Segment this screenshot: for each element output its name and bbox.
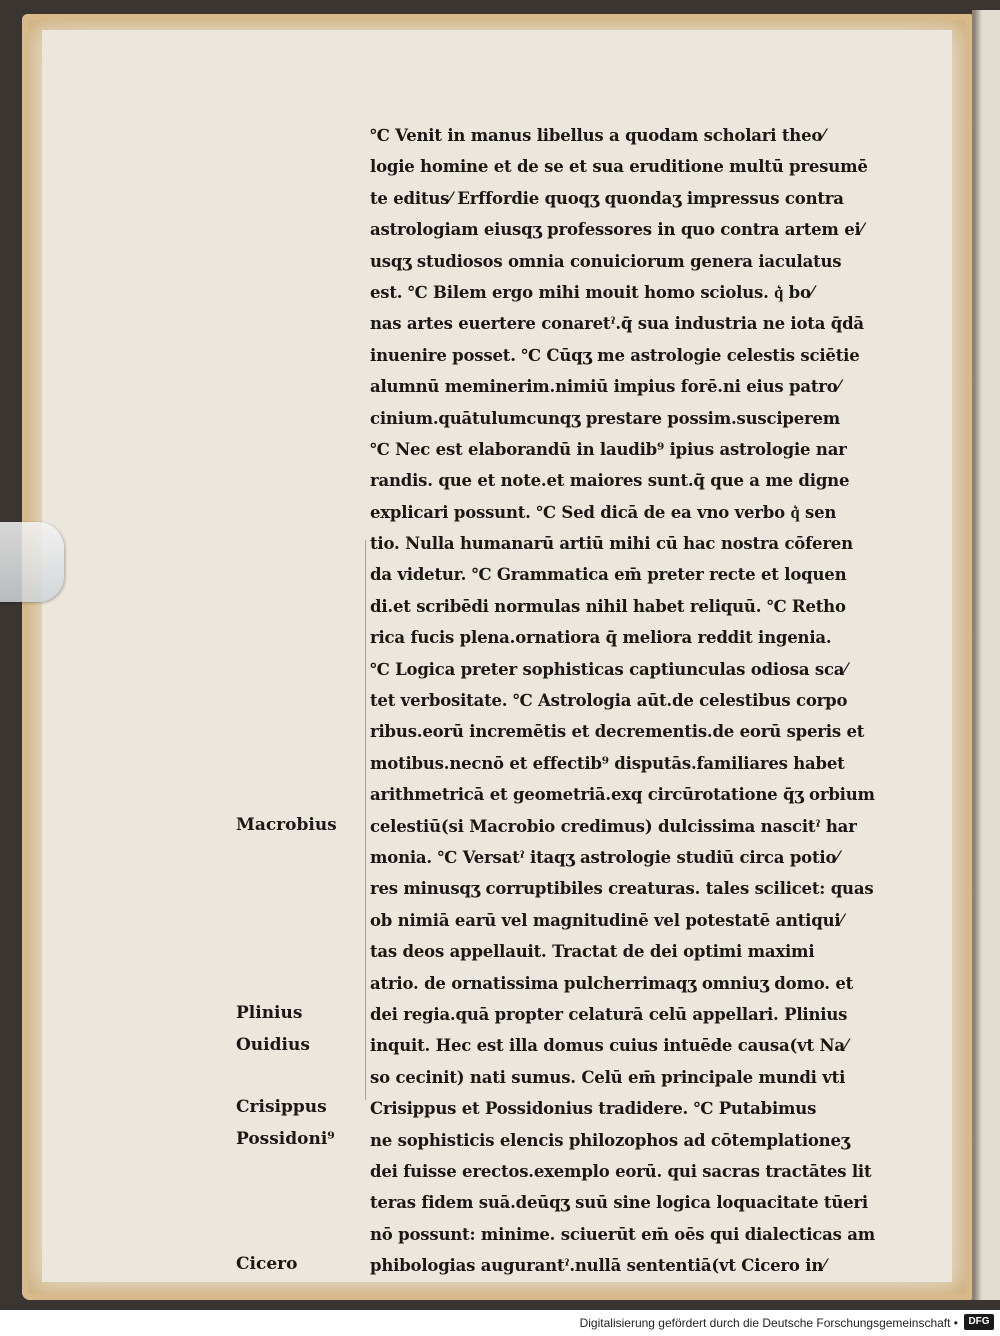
text-line: arithmetricā et geometriā.exq circūrotatione q̄ʒ orbium <box>370 785 875 805</box>
text-line: tio. Nulla humanarū artiū mihi cū hac nostra cōferen <box>370 534 853 554</box>
text-line: nō possunt: minime. sciuerūt em̄ oēs qui dialecticas am <box>370 1224 876 1244</box>
text-line: randis. que et note.et maiores sunt.q̄ que a me digne <box>370 471 850 491</box>
gutter-shadow <box>974 10 982 1300</box>
text-line: monia. ℃ Versatˀ itaqʒ astrologie studiū circa potio⁄ <box>370 847 839 867</box>
text-line: ℃ Logica preter sophisticas captiunculas odiosa sca⁄ <box>370 659 847 679</box>
text-line: so cecinit) nati sumus. Celū em̄ principale mundi vti <box>370 1067 846 1087</box>
text-line: da videtur. ℃ Grammatica em̄ preter recte et loquen <box>370 565 847 585</box>
text-line: celestiū(si Macrobio credimus) dulcissima nascitˀ har <box>370 816 857 836</box>
margin-note: Plinius <box>236 1003 303 1024</box>
text-line: te editus⁄ Erffordie quoqʒ quondaʒ impressus contra <box>370 188 844 208</box>
text-line: astrologiam eiusqʒ professores in quo contra artem ei⁄ <box>370 220 864 240</box>
text-line: usqʒ studiosos omnia conuiciorum genera iaculatus <box>370 251 842 271</box>
facing-page-edge <box>972 10 1000 1300</box>
text-line: atrio. de ornatissima pulcherrimaqʒ omniuʒ domo. et <box>370 973 854 993</box>
text-line: ribus.eorū incremētis et decrementis.de eorū speris et <box>370 722 865 742</box>
text-line: dei regia.quā propter celaturā celū appellari. Plinius <box>370 1004 848 1024</box>
text-line: inquit. Hec est illa domus cuius intuēde causa(vt Na⁄ <box>370 1036 848 1056</box>
text-line: inuenire posset. ℃ Cūqʒ me astrologie celestis sciētie <box>370 345 860 365</box>
margin-note: Possidoni⁹ <box>236 1128 335 1149</box>
margin-note: Macrobius <box>236 814 337 835</box>
text-line: nas artes euertere conaretˀ.q̄ sua industria ne iota q̄dā <box>370 314 864 334</box>
page-clip <box>0 522 64 602</box>
text-line: motibus.necnō et effectib⁹ disputās.familiares habet <box>370 753 845 773</box>
footer-bar <box>0 1310 1000 1336</box>
text-line: ℃ Venit in manus libellus a quodam scholari theo⁄ <box>370 126 825 145</box>
text-line: alumnū meminerim.nimiū impius forē.ni eius patro⁄ <box>370 377 841 397</box>
text-line: logie homine et de se et sua eruditione multū presumē <box>370 157 868 177</box>
text-line: phibologias augurantˀ.nullā sententiā(vt Cicero in⁄ <box>370 1256 826 1276</box>
margin-note: Crisippus <box>236 1097 327 1118</box>
dfg-logo-icon: DFG <box>964 1314 994 1330</box>
text-line: cinium.quātulumcunqʒ prestare possim.susciperem <box>370 408 841 428</box>
text-line: Crisippus et Possidonius tradidere. ℃ Putabimus <box>370 1099 817 1119</box>
text-line: tas deos appellauit. Tractat de dei optimi maximi <box>370 942 815 962</box>
text-line: rica fucis plena.ornatiora q̄ meliora reddit ingenia. <box>370 628 832 648</box>
text-line: di.et scribēdi normulas nihil habet reliquū. ℃ Retho <box>370 596 846 616</box>
text-line: ne sophisticis elencis philozophos ad cōtemplationeʒ <box>370 1130 850 1150</box>
text-line: explicari possunt. ℃ Sed dicā de ea vno verbo q͛ sen <box>370 502 837 522</box>
text-line: ℃ Nec est elaborandū in laudib⁹ ipius astrologie nar <box>370 439 847 459</box>
footer-credit: Digitalisierung gefördert durch die Deutsche Forschungsgemeinschaft • <box>579 1316 958 1330</box>
text-line: teras fidem suā.deūqʒ suū sine logica loquacitate tūeri <box>370 1193 868 1213</box>
text-line: dei fuisse erectos.exemplo eorū. qui sacras tractātes lit <box>370 1161 872 1181</box>
margin-note: Cicero <box>236 1254 298 1275</box>
text-line: ob nimiā earū vel magnitudinē vel potestatē antiqui⁄ <box>370 910 844 930</box>
text-line: res minusqʒ corruptibiles creaturas. tales scilicet: quas <box>370 879 874 899</box>
text-line: est. ℃ Bilem ergo mihi mouit homo sciolus. q͛ bo⁄ <box>370 282 814 302</box>
main-text-block <box>370 120 910 1281</box>
text-line: tet verbositate. ℃ Astrologia aūt.de celestibus corpo <box>370 691 848 711</box>
margin-note: Ouidius <box>236 1034 310 1055</box>
